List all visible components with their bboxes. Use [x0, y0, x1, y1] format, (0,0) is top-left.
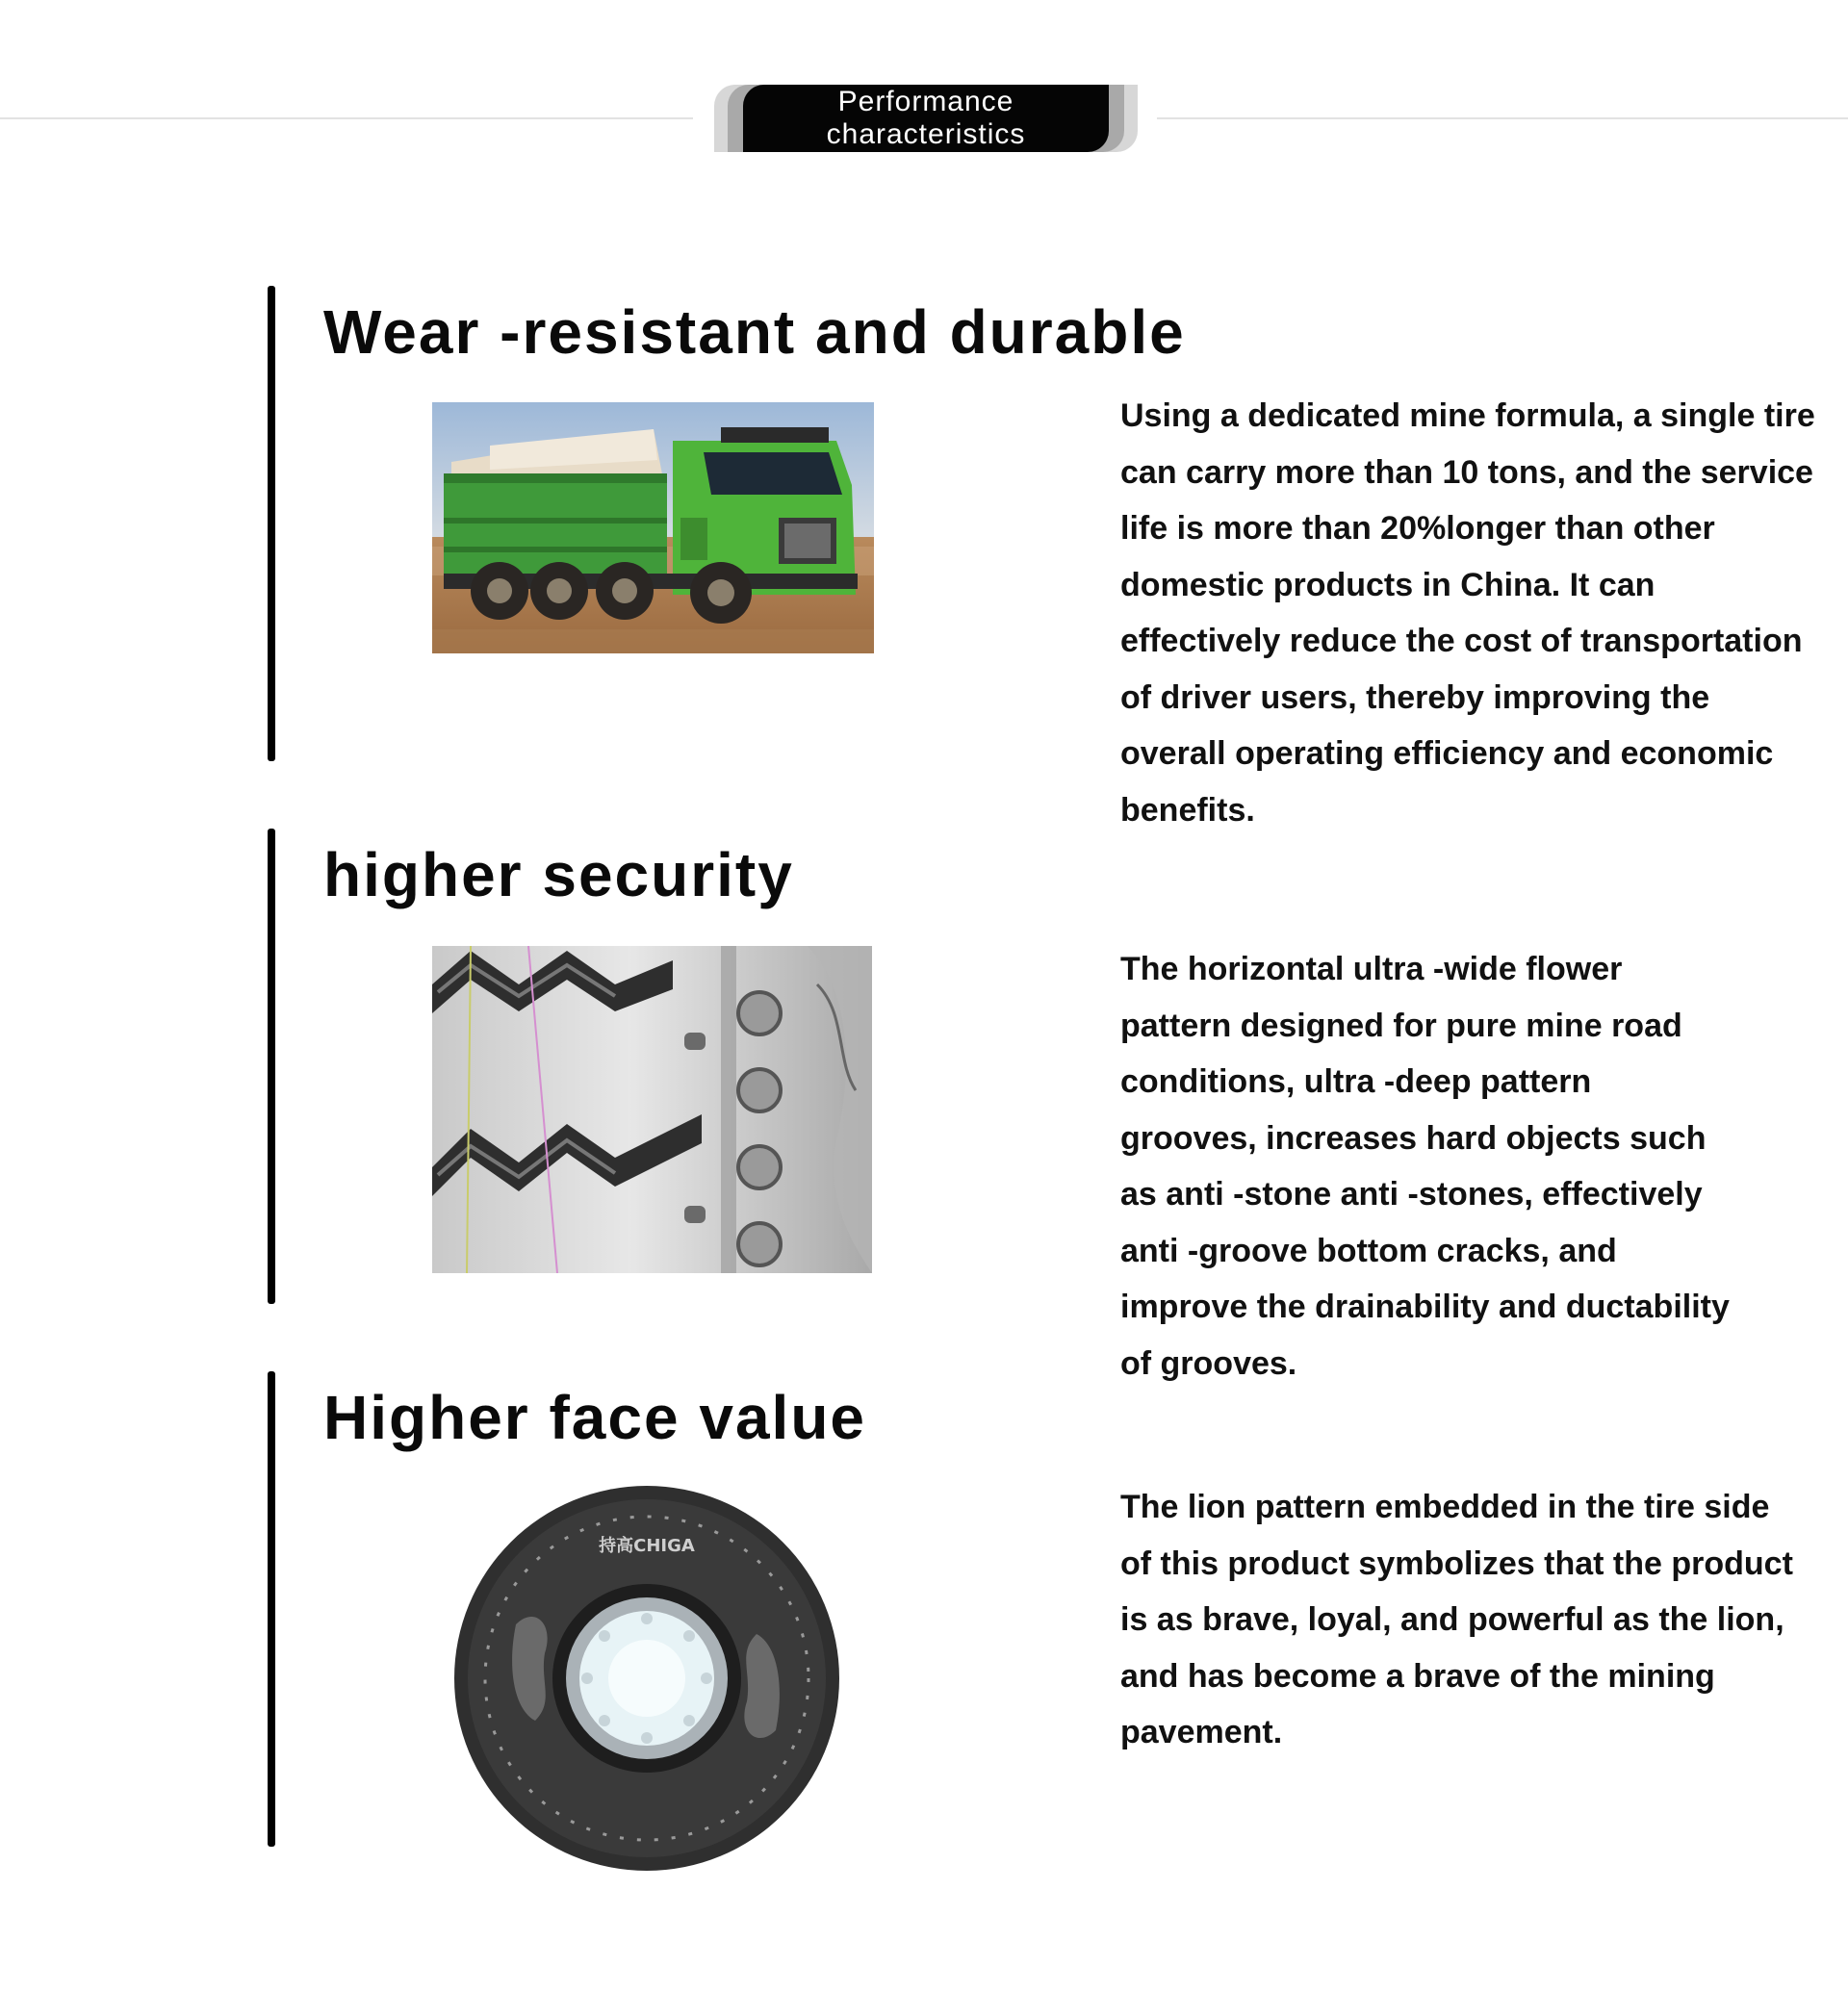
- section-3-description: The lion pattern embedded in the tire side of this product symbolizes that the product is as brave, loyal, and powerful as the lion, and has become a brave of the mining pavement.: [1120, 1489, 1793, 1750]
- section-1-description: Using a dedicated mine formula, a single tire can carry more than 10 tons, and the service life is more than 20%longer than other domestic products in China. It can effectively reduce the cost of transportation of driver users, thereby improving the overall operating efficiency and economic benefits.: [1120, 397, 1815, 829]
- section-header-badge: [714, 83, 1138, 154]
- header-divider-left: [0, 117, 693, 119]
- tire-wheel-illustration: [449, 1480, 845, 1875]
- tread-pattern-illustration: [432, 946, 872, 1273]
- section-2-title: higher security: [323, 840, 794, 909]
- badge-label-box: [743, 85, 1109, 152]
- badge-label: Performance characteristics: [826, 86, 1026, 150]
- section-3-accent-bar: [268, 1371, 275, 1847]
- header-divider-right: [1157, 117, 1848, 119]
- section-3-title: Higher face value: [323, 1383, 866, 1452]
- section-1-accent-bar: [268, 286, 275, 761]
- dump-truck-illustration: [432, 402, 874, 653]
- dump-truck-photo: [432, 402, 874, 653]
- tire-brand-text: 持高CHIGA: [599, 1536, 695, 1556]
- tire-wheel-photo: [449, 1480, 845, 1875]
- section-2-description: The horizontal ultra -wide flower pattern designed for pure mine road conditions, ultra -deep pattern grooves, increases hard objects such as anti -stone anti -stones, effectively anti -groove bottom cracks, and improve the drainability and ductability of grooves.: [1120, 951, 1730, 1382]
- tread-pattern-closeup: [432, 946, 872, 1273]
- section-2-accent-bar: [268, 829, 275, 1304]
- section-1-title: Wear -resistant and durable: [323, 297, 1186, 367]
